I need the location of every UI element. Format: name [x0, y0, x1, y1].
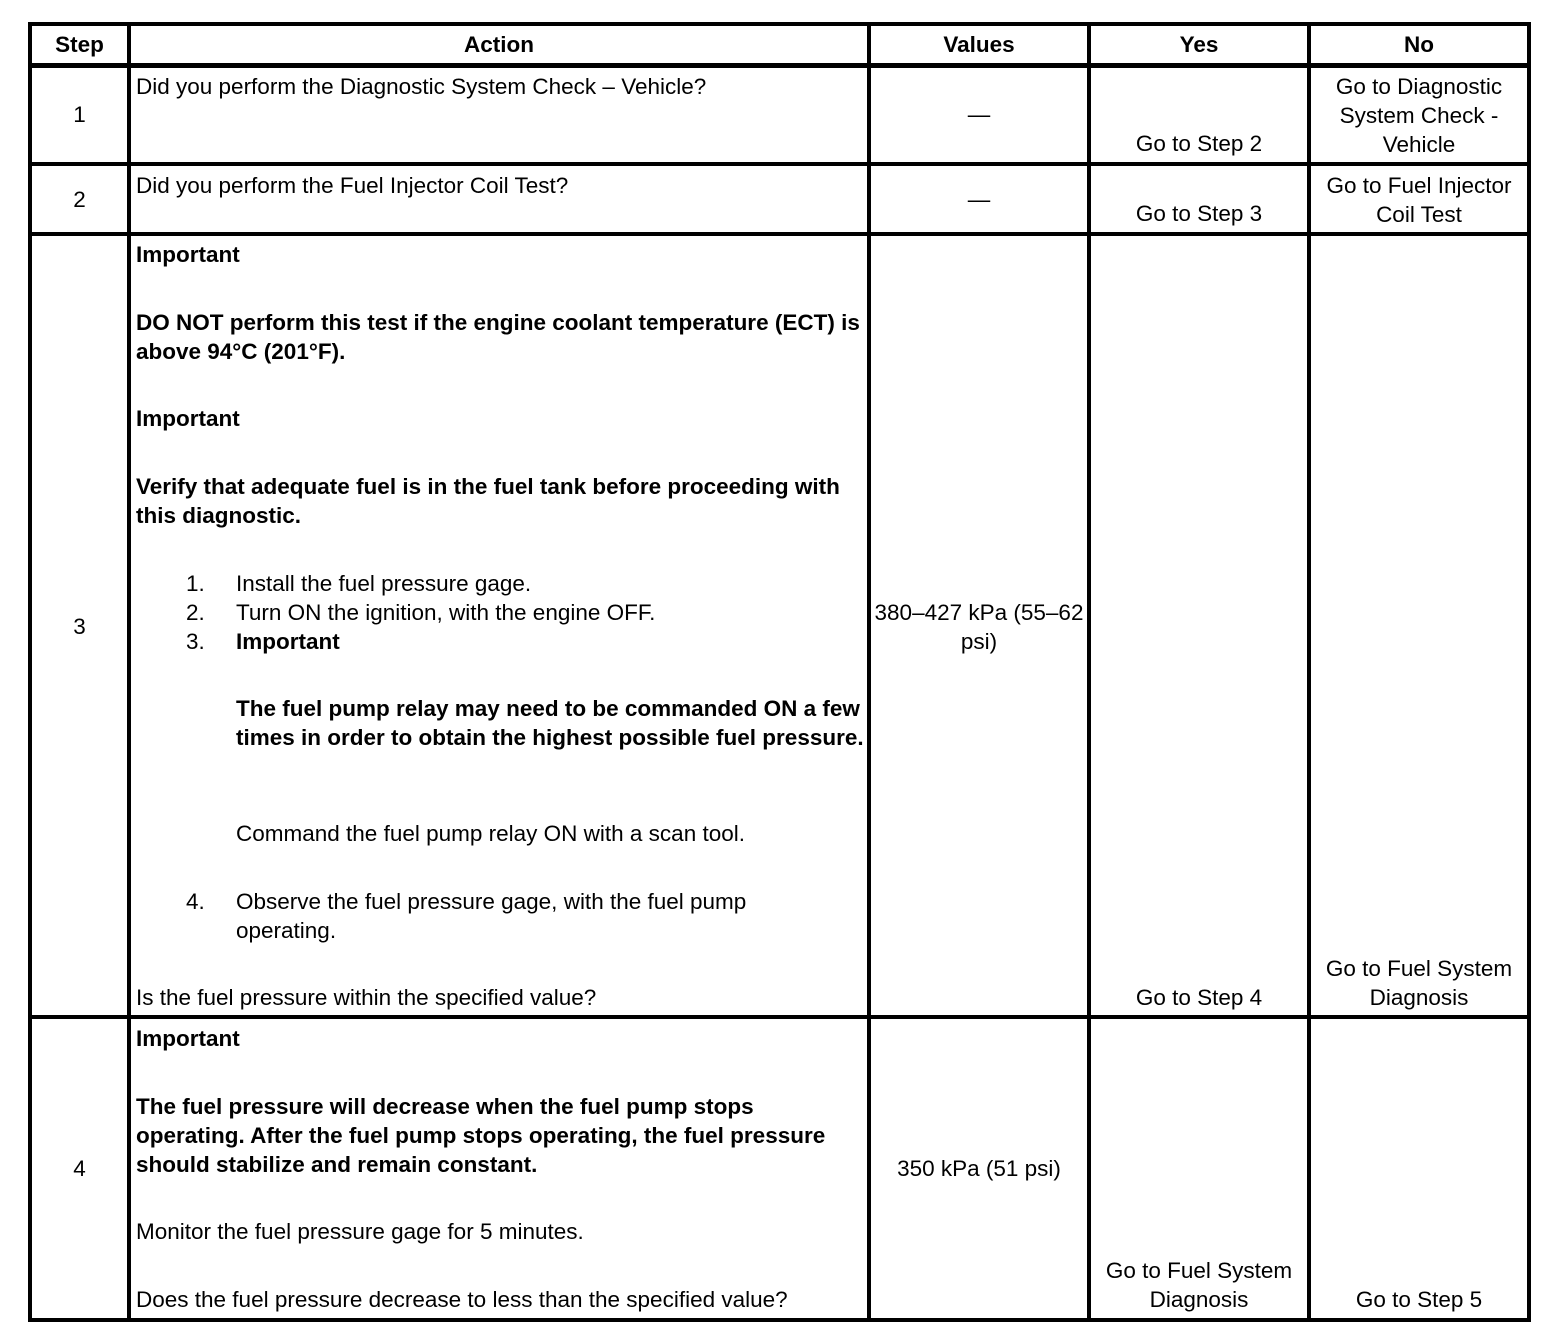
value-text: —: [967, 102, 991, 127]
table-border-top: [28, 22, 1531, 26]
step-index: 3.: [186, 629, 205, 654]
value-text: 350 kPa (51 psi): [897, 1156, 1061, 1181]
action-text: Did you perform the Fuel Injector Coil Test?: [136, 173, 569, 198]
yes-text: Go to Step 2: [1135, 131, 1263, 156]
instruction-text: Monitor the fuel pressure gage for 5 minutes.: [136, 1219, 584, 1244]
step-index: 1.: [186, 571, 205, 596]
table-border-right: [1527, 22, 1531, 1322]
step-text: Install the fuel pressure gage.: [236, 571, 532, 596]
header-yes: Yes: [1179, 32, 1219, 57]
procedure-step: [136, 887, 864, 945]
yes-text: Go to Step 4: [1135, 985, 1263, 1010]
procedure-step: [136, 569, 864, 598]
important-note: The fuel pump relay may need to be commanded ON a few times in order to obtain the highest possible fuel pressure.: [236, 696, 864, 750]
value-text: 380–427 kPa (55–62 psi): [874, 600, 1084, 654]
no-text: Go to Diagnostic System Check - Vehicle: [1335, 74, 1503, 157]
column-divider: [127, 22, 131, 1322]
header-no: No: [1404, 32, 1434, 57]
table-border-bottom: [28, 1318, 1531, 1322]
important-label: Important: [136, 1026, 240, 1051]
header-divider: [28, 63, 1531, 68]
yes-text: Go to Step 3: [1135, 201, 1263, 226]
yes-text: Go to Fuel System Diagnosis: [1105, 1258, 1293, 1312]
procedure-step: [136, 598, 864, 627]
step-number: 2: [73, 187, 86, 212]
action-text: Did you perform the Diagnostic System Check – Vehicle?: [136, 74, 707, 99]
important-label: Important: [136, 406, 240, 431]
important-note: The fuel pressure will decrease when the fuel pump stops operating. After the fuel pump stops operating, the fuel pressure should stabilize and remain constant.: [136, 1094, 826, 1177]
step-number: 3: [73, 614, 86, 639]
step-text: Turn ON the ignition, with the engine OFF.: [236, 600, 656, 625]
procedure-step: [136, 627, 864, 927]
row-divider: [28, 1015, 1531, 1019]
step-number: 4: [73, 1156, 86, 1181]
table-border-left: [28, 22, 32, 1322]
no-text: Go to Fuel System Diagnosis: [1325, 956, 1513, 1010]
no-text: Go to Fuel Injector Coil Test: [1326, 173, 1512, 227]
question-text: Does the fuel pressure decrease to less than the specified value?: [136, 1287, 788, 1312]
question-text: Is the fuel pressure within the specified value?: [136, 985, 597, 1010]
important-label: Important: [236, 629, 340, 654]
step-number: 1: [73, 102, 86, 127]
header-action: Action: [464, 32, 534, 57]
important-note: DO NOT perform this test if the engine coolant temperature (ECT) is above 94°C (201°F).: [136, 310, 860, 364]
value-text: —: [967, 187, 991, 212]
step-text: Command the fuel pump relay ON with a scan tool.: [236, 821, 745, 846]
column-divider: [867, 22, 871, 1322]
header-values: Values: [943, 32, 1015, 57]
no-text: Go to Step 5: [1355, 1287, 1483, 1312]
row-divider: [28, 232, 1531, 236]
row-divider: [28, 162, 1531, 166]
step-index: 4.: [186, 889, 205, 914]
important-note: Verify that adequate fuel is in the fuel tank before proceeding with this diagnostic.: [136, 474, 840, 528]
step-index: 2.: [186, 600, 205, 625]
header-step: Step: [55, 32, 104, 57]
step-text: Observe the fuel pressure gage, with the fuel pump operating.: [236, 889, 747, 943]
important-label: Important: [136, 242, 240, 267]
